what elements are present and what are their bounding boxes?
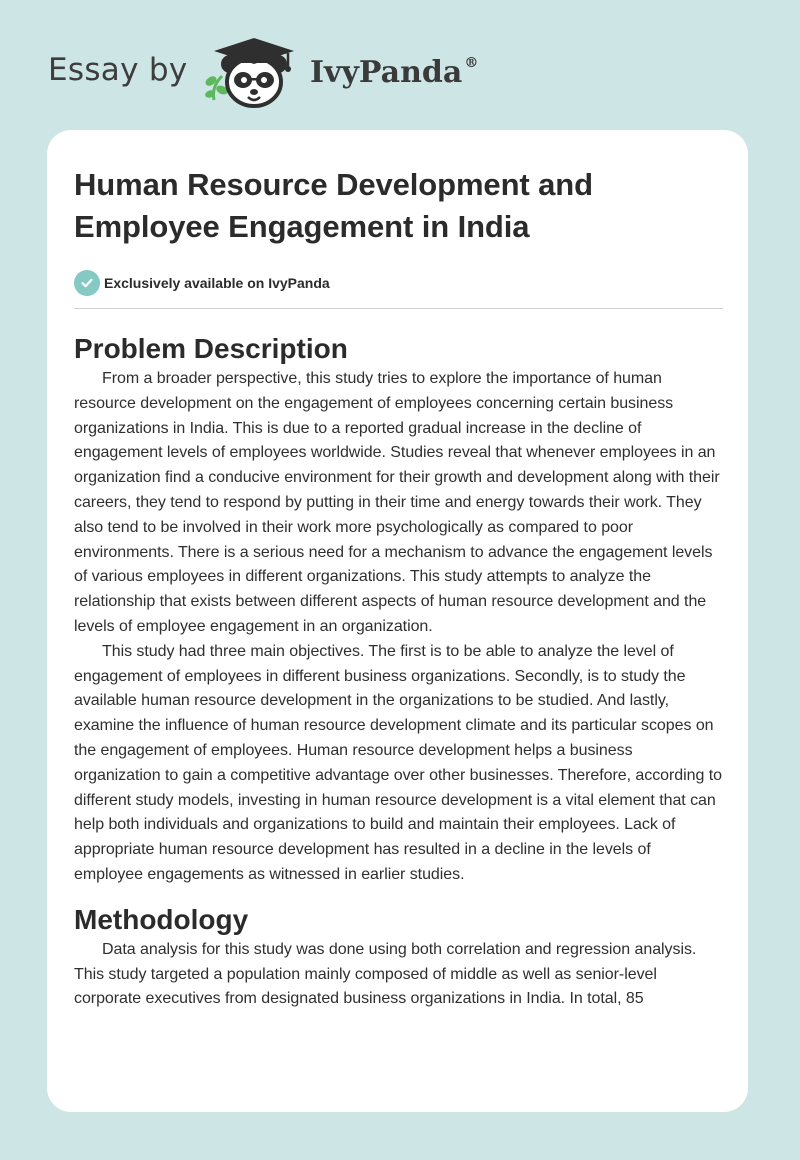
article-content [74, 164, 723, 1012]
brand-text: IvyPanda [310, 55, 463, 90]
article-card [47, 130, 748, 1112]
paragraph: Data analysis for this study was done using both correlation and regression analysis. This study targeted a population mainly composed of middle as well as senior-level corporate executives from designated business organizations in India. In total, 85 [74, 940, 697, 1008]
exclusive-badge [74, 270, 723, 296]
registered-mark: ® [464, 55, 479, 71]
article-title: Human Resource Development and Employee Engagement in India [74, 167, 593, 244]
section-heading-problem-description: Problem Description [74, 333, 348, 364]
checkmark-icon [74, 270, 100, 296]
paragraph: From a broader perspective, this study tries to explore the importance of human resource development on the engagement of employees concerning certain business organizations in India. This is due to a reported gradual increase in the decline of engagement levels of employees worldwide. Studies reveal that whenever employees in an organization find a conducive environment for their growth and development along with their careers, they tend to respond by putting in their time and energy towards their work. They also tend to be involved in their work more psychologically as compared to poor environments. There is a serious need for a mechanism to advance the engagement levels of various employees in different organizations. This study attempts to analyze the relationship that exists between different aspects of human resource development and the levels of employee engagement in an organization. [74, 370, 720, 635]
section-heading-methodology: Methodology [74, 903, 249, 935]
divider [74, 308, 723, 309]
brand-name[interactable] [310, 55, 478, 90]
site-header [48, 34, 508, 108]
paragraph: This study had three main objectives. The first is to be able to analyze the level of engagement of employees in different business organizations. Secondly, is to study the available human resource development in the organizations to be studied. And lastly, examine the influence of human resource development climate and its particular scopes on the engagement of employees. Human resource development helps a business organization to gain a competitive advantage over other businesses. Therefore, according to different study models, investing in human resource development is a vital element that can help both individuals and organizations to build and maintain their employees. Lack of appropriate human resource development has resulted in a decline in the levels of employee engagements as witnessed in earlier studies. [74, 642, 722, 883]
exclusive-label: Exclusively available on IvyPanda [104, 275, 330, 291]
essay-by-label: Essay by [48, 52, 188, 88]
panda-graduate-icon[interactable] [200, 34, 304, 110]
